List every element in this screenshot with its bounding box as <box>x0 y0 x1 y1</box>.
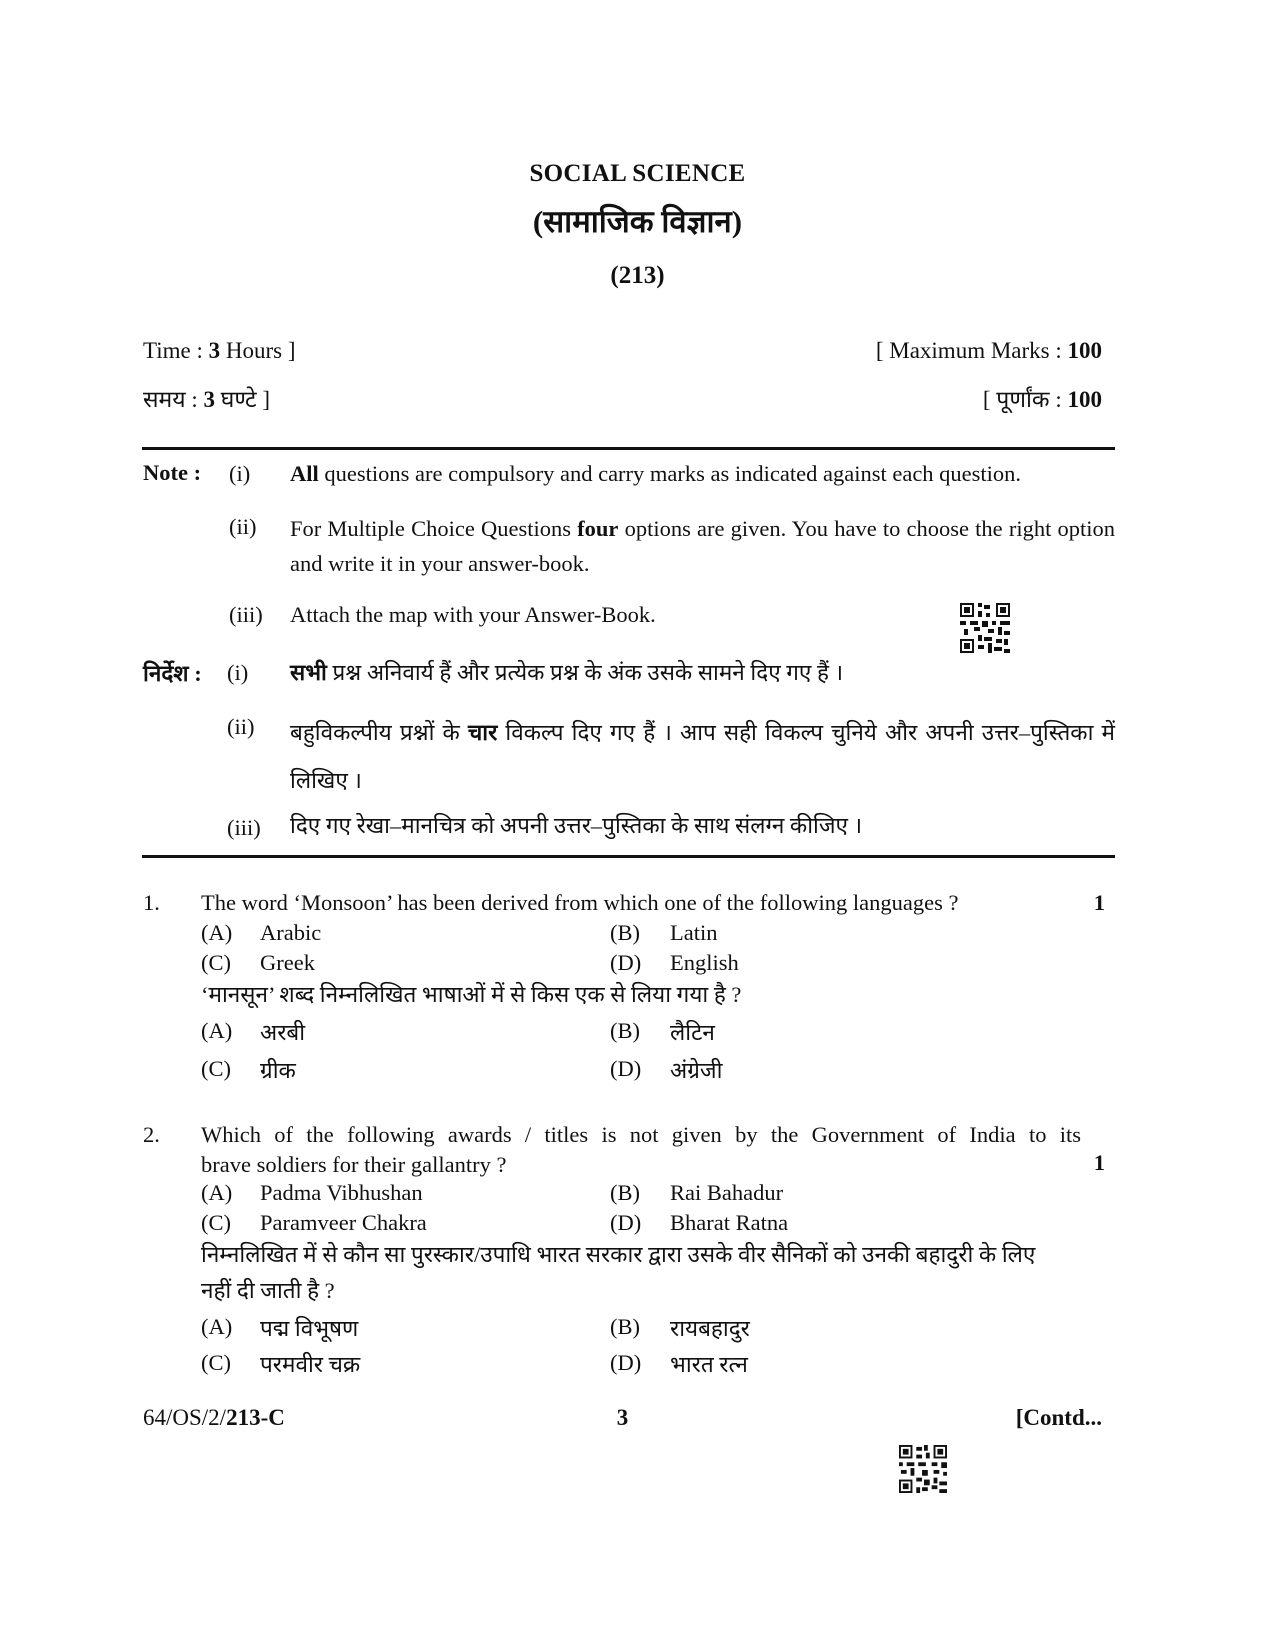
note-hi-num-3: (iii) <box>227 815 261 840</box>
paper-title-hindi: (सामाजिक विज्ञान) <box>532 204 743 239</box>
option-text: Arabic <box>260 920 322 945</box>
option-key: (D) <box>610 950 642 975</box>
max-marks-hi: [ पूर्णांक : 100 <box>982 387 1102 412</box>
question-2-text-hindi-line2: नहीं दी जाती है ? <box>201 1278 335 1303</box>
option-key: (C) <box>201 1350 231 1375</box>
option-key: (A) <box>201 1314 233 1339</box>
option-text: अरबी <box>260 1020 306 1045</box>
option-text: Greek <box>260 950 315 975</box>
option-key: (C) <box>201 1210 231 1235</box>
question-2-marks: 1 <box>1093 1150 1105 1175</box>
option-key: (A) <box>201 1180 233 1205</box>
question-number: 2. <box>143 1122 160 1147</box>
note-label: Note : <box>143 460 202 485</box>
note-num-2: (ii) <box>229 514 257 539</box>
option-key: (A) <box>201 920 233 945</box>
option-text: परमवीर चक्र <box>260 1352 361 1377</box>
option-key: (B) <box>610 1180 640 1205</box>
max-marks-en: [ Maximum Marks : 100 <box>875 338 1102 363</box>
option-key: (A) <box>201 1018 233 1043</box>
question-number: 1. <box>143 890 160 915</box>
option-key: (B) <box>610 920 640 945</box>
note-hi-1: सभी प्रश्न अनिवार्य हैं और प्रत्येक प्रश्न के अंक उसके सामने दिए गए हैं । <box>290 660 844 685</box>
option-text: लैटिन <box>670 1020 715 1045</box>
paper-code: (213) <box>610 262 665 289</box>
paper-title: SOCIAL SCIENCE <box>529 160 746 187</box>
note-num-1: (i) <box>229 461 251 486</box>
note-label-hindi: निर्देश : <box>143 661 202 686</box>
qr-code-icon <box>960 603 1010 653</box>
question-1-text-hindi: ‘मानसून’ शब्द निम्नलिखित भाषाओं में से किस एक से लिया गया है ? <box>201 982 742 1007</box>
note-hi-num-2: (ii) <box>227 714 255 739</box>
qr-code-icon <box>899 1445 947 1493</box>
option-key: (D) <box>610 1210 642 1235</box>
note-2: For Multiple Choice Questions four options are given. You have to choose the right option and write it in your answer-book. <box>290 516 1115 576</box>
note-3: Attach the map with your Answer-Book. <box>290 602 656 627</box>
contd-label: [Contd... <box>1015 1405 1102 1430</box>
option-key: (C) <box>201 950 231 975</box>
footer-code: 64/OS/2/213-C <box>143 1405 285 1430</box>
option-key: (D) <box>610 1056 642 1081</box>
divider-bottom <box>142 855 1115 858</box>
option-text: Bharat Ratna <box>670 1210 789 1235</box>
note-hi-2: बहुविकल्पीय प्रश्नों के चार विकल्प दिए गए हैं । आप सही विकल्प चुनिये और अपनी उत्तर–पुस्तिका में लिखिए । <box>290 720 1115 793</box>
option-key: (B) <box>610 1314 640 1339</box>
option-text: English <box>670 950 739 975</box>
note-num-3: (iii) <box>229 602 263 627</box>
option-key: (B) <box>610 1018 640 1043</box>
note-hi-3: दिए गए रेखा–मानचित्र को अपनी उत्तर–पुस्तिका के साथ संलग्न कीजिए । <box>290 813 863 838</box>
option-key: (C) <box>201 1056 231 1081</box>
option-text: Paramveer Chakra <box>260 1210 427 1235</box>
question-2-text-line1: Which of the following awards / titles is not given by the Government of India to its <box>201 1122 1081 1147</box>
option-text: रायबहादुर <box>670 1316 750 1341</box>
option-text: भारत रत्न <box>670 1352 748 1377</box>
divider-top <box>142 447 1115 450</box>
time-en: Time : 3 Hours ] <box>143 338 296 363</box>
option-text: Rai Bahadur <box>670 1180 784 1205</box>
option-text: ग्रीक <box>260 1058 296 1083</box>
option-text: Latin <box>670 920 718 945</box>
note-1: All questions are compulsory and carry marks as indicated against each question. <box>290 461 1022 486</box>
time-hi: समय : 3 घण्टे ] <box>143 387 271 412</box>
option-text: पद्म विभूषण <box>260 1316 359 1341</box>
option-text: Padma Vibhushan <box>260 1180 423 1205</box>
question-2-text-line2: brave soldiers for their gallantry ? <box>201 1152 507 1177</box>
option-key: (D) <box>610 1350 642 1375</box>
question-1-marks: 1 <box>1093 890 1105 915</box>
option-text: अंग्रेजी <box>670 1058 723 1083</box>
question-1-text: The word ‘Monsoon’ has been derived from which one of the following languages ? <box>201 890 959 915</box>
note-hi-num-1: (i) <box>227 660 249 685</box>
question-2-text-hindi-line1: निम्नलिखित में से कौन सा पुरस्कार/उपाधि भारत सरकार द्वारा उसके वीर सैनिकों को उनकी बहादुरी के लिए <box>201 1242 1036 1267</box>
page-number: 3 <box>616 1405 629 1430</box>
